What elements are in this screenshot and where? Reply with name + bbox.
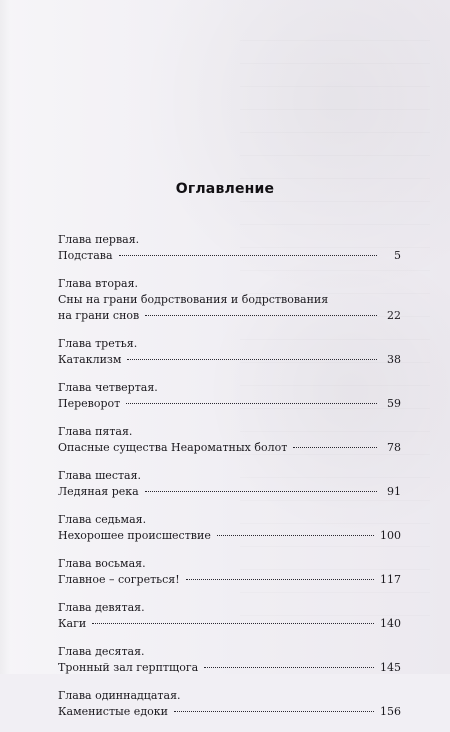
page-number: 156 [380,705,401,718]
toc-line [58,248,401,264]
chapter-title: Каменистые едоки [58,705,168,718]
chapter-label: Глава первая. [58,233,140,246]
chapter-label: Глава одиннадцатая. [58,689,181,702]
chapter-label: Глава вторая. [58,277,139,290]
toc-entry-10 [58,644,401,676]
toc-entry-5 [58,424,401,456]
chapter-label: Глава шестая. [58,469,142,482]
chapter-label: Глава третья. [58,337,138,350]
ghost-line [240,87,430,110]
toc-entry-1 [58,232,401,264]
dot-leader [293,447,377,448]
dot-leader [126,403,377,404]
chapter-label: Глава четвертая. [58,381,158,394]
ghost-line [240,64,430,87]
chapter-title: Главное – согреться! [58,573,180,586]
page-number: 100 [380,529,401,542]
chapter-title: Каги [58,617,87,630]
toc-line [58,308,401,324]
ghost-line [240,133,430,156]
toc-line [58,484,401,500]
table-of-contents [58,232,401,732]
dot-leader [174,711,374,712]
dot-leader [145,315,377,316]
dot-leader [204,667,374,668]
ghost-line [240,110,430,133]
toc-entry-11 [58,688,401,720]
chapter-label: Глава пятая. [58,425,133,438]
toc-line [58,352,401,368]
dot-leader [119,255,377,256]
page-number: 59 [387,397,401,410]
toc-entry-4 [58,380,401,412]
chapter-title: Опасные существа Неароматных болот [58,441,288,454]
dot-leader [217,535,374,536]
ghost-line [240,41,430,64]
toc-entry-3 [58,336,401,368]
toc-entry-7 [58,512,401,544]
chapter-title-line-2: на грани снов [58,309,140,322]
page-number: 5 [394,249,401,262]
chapter-title: Тронный зал герптщога [58,661,199,674]
toc-entry-2 [58,276,401,324]
chapter-label: Глава девятая. [58,601,145,614]
page-number: 22 [387,309,401,322]
page-number: 145 [380,661,401,674]
toc-line [58,660,401,676]
page-number: 78 [387,441,401,454]
ghost-line [240,18,430,41]
chapter-title: Нехорошее происшествие [58,529,211,542]
toc-line [58,528,401,544]
page-title: Оглавление [175,181,275,197]
toc-entry-6 [58,468,401,500]
chapter-label: Глава десятая. [58,645,145,658]
toc-line [58,396,401,412]
toc-line [58,616,401,632]
chapter-title-line-1: Сны на грани бодрствования и бодрствования [58,293,329,306]
page-number: 117 [380,573,401,586]
chapter-title: Ледяная река [58,485,139,498]
chapter-label: Глава седьмая. [58,513,147,526]
chapter-label: Глава восьмая. [58,557,146,570]
dot-leader [92,623,374,624]
toc-line [58,440,401,456]
ghost-line [240,202,430,225]
toc-line [58,704,401,720]
chapter-title: Катаклизм [58,353,122,366]
page-number: 38 [387,353,401,366]
page-number: 91 [387,485,401,498]
dot-leader [186,579,374,580]
chapter-title: Переворот [58,397,121,410]
dot-leader [145,491,377,492]
chapter-title-multiline [58,292,401,324]
dot-leader [127,359,377,360]
page-number: 140 [380,617,401,630]
toc-entry-8 [58,556,401,588]
toc-entry-9 [58,600,401,632]
ghost-line [240,156,430,179]
toc-line [58,572,401,588]
page-edge-shadow [0,0,10,674]
chapter-title: Подстава [58,249,113,262]
